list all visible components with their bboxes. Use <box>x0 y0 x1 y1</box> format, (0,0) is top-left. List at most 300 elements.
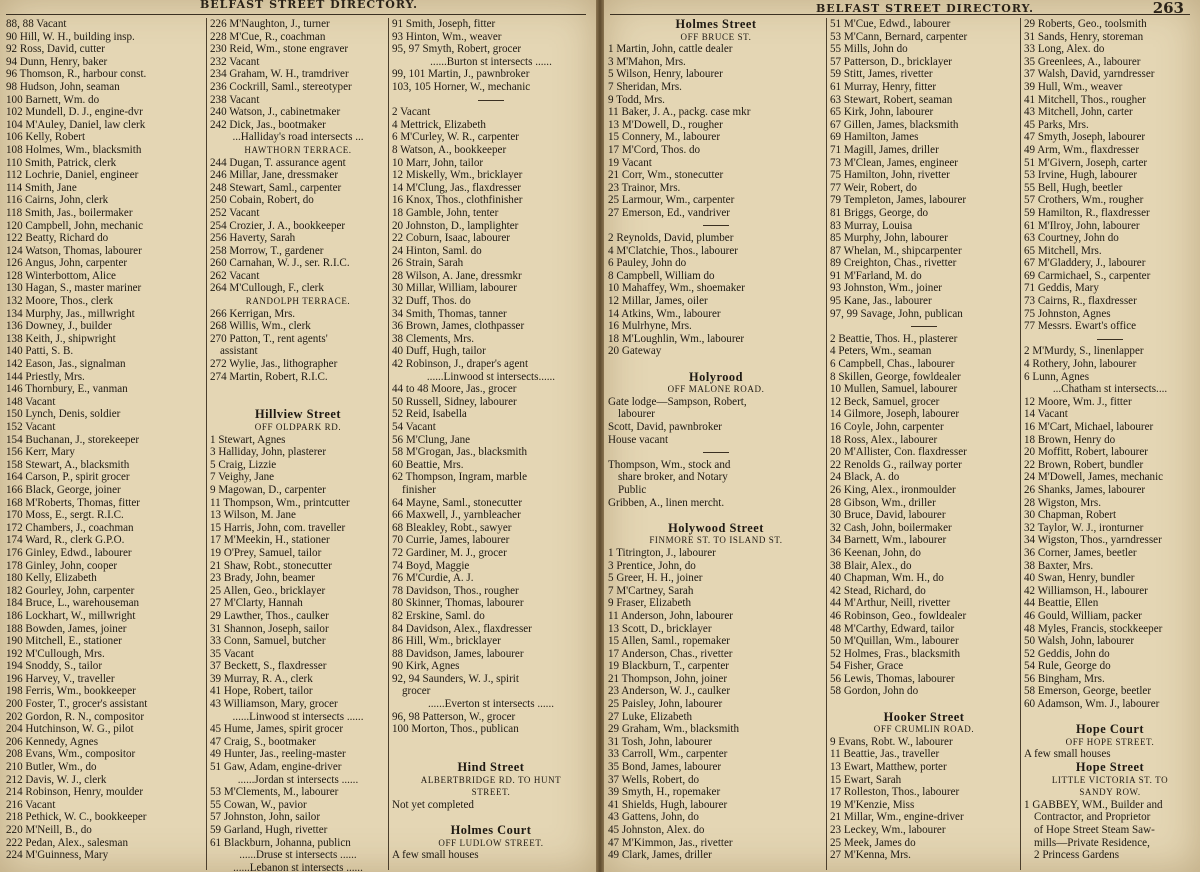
directory-entry: 176 Ginley, Edwd., labourer <box>6 546 132 559</box>
directory-entry: 97, 99 Savage, John, publican <box>830 307 963 320</box>
header-rule <box>6 14 586 15</box>
directory-entry: 2 Vacant <box>392 106 431 119</box>
directory-entry: 268 Willis, Wm., clerk <box>210 320 311 333</box>
directory-entry: 124 Watson, Thomas, labourer <box>6 244 142 257</box>
section-separator <box>608 220 824 233</box>
directory-entry: 22 Coburn, Isaac, labourer <box>392 232 510 245</box>
section-separator <box>608 446 824 459</box>
directory-entry: 152 Vacant <box>6 421 56 433</box>
directory-entry: 22 Brown, Robert, bundler <box>1024 458 1144 471</box>
directory-entry: 1 Martin, John, cattle dealer <box>608 43 733 56</box>
directory-entry: 50 Walsh, John, labourer <box>1024 635 1135 648</box>
directory-entry: 31 Shannon, Joseph, sailor <box>210 622 329 635</box>
directory-entry: 18 Gamble, John, tenter <box>392 206 499 219</box>
directory-entry: 108 Holmes, Wm., blacksmith <box>6 143 142 156</box>
directory-entry: 61 Blackburn, Johanna, publicn <box>210 836 351 849</box>
directory-entry: 256 Haverty, Sarah <box>210 232 296 245</box>
directory-entry: 6 M'Curley, W. R., carpenter <box>392 131 519 144</box>
directory-entry: 142 Eason, Jas., signalman <box>6 358 126 371</box>
directory-entry: 21 Thompson, John, joiner <box>608 672 728 685</box>
directory-entry: 12 Miskelly, Wm., bricklayer <box>392 169 523 182</box>
directory-entry: 56 M'Clung, Jane <box>392 433 471 446</box>
directory-entry: 104 M'Auley, Daniel, law clerk <box>6 118 146 131</box>
directory-entry: 21 Corr, Wm., stonecutter <box>608 169 724 182</box>
directory-entry: 32 Taylor, W. J., ironturner <box>1024 521 1144 534</box>
directory-entry: 1 Stewart, Agnes <box>210 433 286 446</box>
directory-entry: 116 Cairns, John, clerk <box>6 194 109 207</box>
directory-entry: 200 Foster, T., grocer's assistant <box>6 698 148 711</box>
column-3 <box>392 18 590 862</box>
directory-entry: 204 Hutchinson, W. G., pilot <box>6 723 134 736</box>
directory-entry: 232 Vacant <box>210 55 260 68</box>
running-head: BELFAST STREET DIRECTORY. <box>200 0 418 11</box>
directory-entry: 18 Ross, Alex., labourer <box>830 433 938 446</box>
street-subheading: OFF CRUMLIN ROAD. <box>873 724 975 735</box>
directory-entry: 29 Roberts, Geo., toolsmith <box>1024 18 1147 30</box>
directory-entry: 42 Robinson, J., draper's agent <box>392 358 529 371</box>
directory-entry: 262 Vacant <box>210 269 260 282</box>
directory-entry: Gribben, A., linen mercht. <box>608 496 725 509</box>
directory-entry <box>608 358 824 371</box>
street-subheading: OFF BRUCE ST. <box>680 31 752 42</box>
directory-entry: 260 Carnahan, W. J., ser. R.I.C. <box>210 257 350 270</box>
directory-entry: 103, 105 Horner, W., mechanic <box>392 80 531 93</box>
directory-entry: 25 Paisley, John, labourer <box>608 698 723 711</box>
directory-entry: 5 Wilson, Henry, labourer <box>608 68 723 81</box>
directory-entry: 33 Long, Alex. do <box>1024 43 1105 56</box>
directory-entry: 57 Johnston, John, sailor <box>210 811 321 824</box>
directory-entry: 15 Allen, Saml., ropemaker <box>608 635 731 648</box>
street-heading: Holmes Court <box>450 823 532 837</box>
directory-entry: 100 Barnett, Wm. do <box>6 93 100 106</box>
directory-entry: 188 Bowden, James, joiner <box>6 622 127 635</box>
directory-entry: 76 M'Curdie, A. J. <box>392 572 474 585</box>
directory-entry: 75 Hamilton, John, rivetter <box>830 169 950 182</box>
directory-entry: 34 Barnett, Wm., labourer <box>830 534 947 547</box>
directory-entry: 140 Patti, S. B. <box>6 345 74 358</box>
directory-entry: 192 M'Cullough, Mrs. <box>6 647 105 660</box>
directory-entry: 7 Veighy, Jane <box>210 471 275 484</box>
directory-entry: 57 Crothers, Wm., rougher <box>1024 194 1144 207</box>
directory-entry: 19 M'Kenzie, Miss <box>830 798 915 811</box>
directory-entry: 59 Hamilton, R., flaxdresser <box>1024 206 1150 219</box>
directory-entry: 68 Bleakley, Robt., sawyer <box>392 521 512 534</box>
directory-entry: 71 Magill, James, driller <box>830 143 939 156</box>
directory-entry: 91 Smith, Joseph, fitter <box>392 18 496 30</box>
directory-entry: 23 Brady, John, beamer <box>210 572 315 585</box>
directory-entry: 224 M'Guinness, Mary <box>6 849 109 862</box>
directory-entry: 73 Cairns, R., flaxdresser <box>1024 295 1137 308</box>
directory-entry: 43 Williamson, Mary, grocer <box>210 698 338 711</box>
directory-entry: 196 Harvey, V., traveller <box>6 672 115 685</box>
directory-entry: 9 Evans, Robt. W., labourer <box>830 735 953 748</box>
directory-entry: 56 Bingham, Mrs. <box>1024 672 1105 685</box>
directory-entry <box>608 509 824 522</box>
intersection-note: ......Everton st intersects ...... <box>427 698 554 711</box>
directory-entry: 144 Priestly, Mrs. <box>6 370 85 383</box>
directory-entry: 98 Hudson, John, seaman <box>6 80 120 93</box>
directory-entry: 264 M'Cullough, F., clerk <box>210 282 324 295</box>
directory-entry: 6 Campbell, Chas., labourer <box>830 358 955 371</box>
directory-entry: 48 M'Carthy, Edward, tailor <box>830 622 955 635</box>
directory-entry: 92 Ross, David, cutter <box>6 43 105 56</box>
directory-entry: 14 Gilmore, Joseph, labourer <box>830 408 960 421</box>
directory-entry: 28 Wilson, A. Jane, dressmkr <box>392 269 522 282</box>
directory-entry: 248 Stewart, Saml., carpenter <box>210 181 342 194</box>
directory-entry: 51 M'Cue, Edwd., labourer <box>830 18 951 30</box>
directory-entry: 27 M'Kenna, Mrs. <box>830 849 911 862</box>
directory-entry: 45 Parks, Mrs. <box>1024 118 1089 131</box>
directory-entry: 9 Todd, Mrs. <box>608 93 665 106</box>
street-heading: Holmes Street <box>675 18 757 31</box>
directory-entry: 218 Pethick, W. C., bookkeeper <box>6 811 147 824</box>
directory-entry: 236 Cockrill, Saml., stereotyper <box>210 80 352 93</box>
directory-entry: 65 Mitchell, Mrs. <box>1024 244 1102 257</box>
directory-entry: 90 Hill, W. H., building insp. <box>6 30 135 43</box>
directory-entry: 33 Conn, Samuel, butcher <box>210 635 326 648</box>
directory-entry: 18 Brown, Henry do <box>1024 433 1116 446</box>
directory-entry: 8 Campbell, William do <box>608 269 715 282</box>
directory-entry: 28 Gibson, Wm., driller <box>830 496 936 509</box>
directory-entry: 82 Erskine, Saml. do <box>392 609 485 622</box>
section-separator <box>392 94 590 107</box>
directory-entry: 17 Anderson, Chas., rivetter <box>608 647 733 660</box>
directory-entry: 23 Trainor, Mrs. <box>608 181 681 194</box>
directory-entry: 30 Bruce, David, labourer <box>830 509 946 522</box>
directory-entry: 67 M'Gladdery, J., labourer <box>1024 257 1146 270</box>
directory-entry: 13 Wilson, M. Jane <box>210 509 296 522</box>
directory-entry: 34 Wigston, Thos., yarndresser <box>1024 534 1162 547</box>
directory-entry: 14 M'Clung, Jas., flaxdresser <box>392 181 521 194</box>
directory-entry: 60 Adamson, Wm. J., labourer <box>1024 698 1160 711</box>
directory-entry: 40 Swan, Henry, bundler <box>1024 572 1135 585</box>
directory-entry: 58 M'Grogan, Jas., blacksmith <box>392 446 528 459</box>
directory-entry: 36 Keenan, John, do <box>830 546 921 559</box>
directory-entry: 44 Beattie, Ellen <box>1024 597 1099 610</box>
directory-entry: 120 Campbell, John, mechanic <box>6 219 144 232</box>
directory-entry: 11 Anderson, John, labourer <box>608 609 733 622</box>
directory-entry: 75 Johnston, Agnes <box>1024 307 1111 320</box>
directory-entry: 95, 97 Smyth, Robert, grocer <box>392 43 522 56</box>
directory-entry: 198 Ferris, Wm., bookkeeper <box>6 685 136 698</box>
directory-entry: 222 Pedan, Alex., salesman <box>6 836 129 849</box>
directory-entry: 270 Patton, T., rent agents' <box>210 332 328 345</box>
directory-entry: 81 Briggs, George, do <box>830 206 929 219</box>
directory-entry: 35 Greenlees, A., labourer <box>1024 55 1141 68</box>
directory-entry: 122 Beatty, Richard do <box>6 232 109 245</box>
directory-entry: 30 Chapman, Robert <box>1024 509 1117 522</box>
directory-entry: 47 M'Kimmon, Jas., rivetter <box>608 836 733 849</box>
directory-entry: 186 Lockhart, W., millwright <box>6 609 136 622</box>
directory-entry: 17 Rolleston, Thos., labourer <box>830 786 960 799</box>
directory-entry: 61 Murray, Henry, fitter <box>830 80 937 93</box>
directory-entry: 94 Dunn, Henry, baker <box>6 55 108 68</box>
directory-entry: 19 O'Prey, Samuel, tailor <box>210 546 322 559</box>
directory-entry: 61 M'Ilroy, John, labourer <box>1024 219 1140 232</box>
directory-entry: 172 Chambers, J., coachman <box>6 521 134 534</box>
directory-entry: 22 Renolds G., railway porter <box>830 458 962 471</box>
directory-entry: 39 Hull, Wm., weaver <box>1024 80 1123 93</box>
directory-entry: 29 Lawther, Thos., caulker <box>210 609 329 622</box>
directory-entry: 96 Thomson, R., harbour const. <box>6 68 147 81</box>
street-heading: Holywood Street <box>668 520 764 535</box>
directory-entry: 87 Whelan, M., shipcarpenter <box>830 244 962 257</box>
directory-entry: 63 Courtney, John do <box>1024 232 1119 245</box>
directory-entry: 60 Beattie, Mrs. <box>392 458 464 471</box>
directory-entry: 49 Clark, James, driller <box>608 849 712 862</box>
directory-entry: 42 Stead, Richard, do <box>830 584 926 597</box>
directory-entry: 214 Robinson, Henry, moulder <box>6 786 144 799</box>
directory-entry: 20 M'Allister, Con. flaxdresser <box>830 446 967 459</box>
directory-entry: 216 Vacant <box>6 798 56 811</box>
directory-entry: 182 Gourley, John, carpenter <box>6 584 135 597</box>
directory-entry: 96, 98 Patterson, W., grocer <box>392 710 516 723</box>
directory-entry: 58 Emerson, George, beetler <box>1024 685 1152 698</box>
directory-entry: 39 Smyth, H., ropemaker <box>608 786 721 799</box>
directory-entry: 23 Leckey, Wm., labourer <box>830 824 946 836</box>
directory-entry: 74 Boyd, Maggie <box>392 559 470 572</box>
directory-entry: 228 M'Cue, R., coachman <box>210 30 326 43</box>
directory-entry: 8 Skillen, George, fowldealer <box>830 370 961 383</box>
directory-entry: 85 Murphy, John, labourer <box>830 232 948 245</box>
column-divider <box>206 18 207 870</box>
entry-continuation: Public <box>618 483 647 496</box>
directory-entry: 57 Patterson, D., bricklayer <box>830 55 952 68</box>
directory-entry: 102 Mundell, D. J., engine-dvr <box>6 106 143 119</box>
directory-entry: 11 Baker, J. A., packg. case mkr <box>608 106 751 119</box>
directory-entry: 59 Garland, Hugh, rivetter <box>210 824 328 836</box>
page-number: 263 <box>1152 0 1184 17</box>
directory-entry: 210 Butler, Wm., do <box>6 761 97 774</box>
directory-entry: 274 Martin, Robert, R.I.C. <box>210 370 328 383</box>
directory-entry: 106 Kelly, Robert <box>6 131 86 144</box>
street-subheading: RANDOLPH TERRACE. <box>245 296 351 307</box>
entry-continuation: share broker, and Notary <box>618 471 728 484</box>
directory-entry: 46 Gould, William, packer <box>1024 609 1142 622</box>
directory-entry: 38 Blair, Alex., do <box>830 559 912 572</box>
directory-entry: 4 Mettrick, Elizabeth <box>392 118 486 131</box>
street-subheading: OFF OLDPARK RD. <box>254 422 342 432</box>
entry-continuation: 2 Princess Gardens <box>1034 849 1120 862</box>
directory-entry: 27 M'Clarty, Hannah <box>210 597 303 610</box>
directory-entry: 71 Geddis, Mary <box>1024 282 1099 295</box>
directory-entry: 250 Cobain, Robert, do <box>210 194 314 207</box>
directory-entry: 178 Ginley, John, cooper <box>6 559 118 572</box>
directory-entry: 14 Atkins, Wm., labourer <box>608 307 721 320</box>
directory-entry: Gate lodge—Sampson, Robert, <box>608 395 747 408</box>
directory-entry: 170 Moss, E., sergt. R.I.C. <box>6 509 124 522</box>
directory-entry: 16 M'Cart, Michael, labourer <box>1024 421 1154 433</box>
intersection-note: ......Linwood st intersects ...... <box>232 710 364 723</box>
directory-entry: 35 Vacant <box>210 647 254 660</box>
directory-entry: 89 Creighton, Chas., rivetter <box>830 257 957 270</box>
street-subheading: STREET. <box>471 787 511 798</box>
street-heading: Hooker Street <box>883 709 965 724</box>
directory-entry: 30 Millar, William, labourer <box>392 282 517 295</box>
directory-entry: 5 Greer, H. H., joiner <box>608 572 703 585</box>
column-divider <box>826 18 827 870</box>
directory-entry: 208 Evans, Wm., compositor <box>6 748 136 761</box>
directory-entry: 174 Ward, R., clerk G.P.O. <box>6 534 125 547</box>
directory-entry: 148 Vacant <box>6 395 56 408</box>
directory-entry: 266 Kerrigan, Mrs. <box>210 307 296 320</box>
directory-entry: 212 Davis, W. J., clerk <box>6 773 107 786</box>
directory-entry: 4 Rothery, John, labourer <box>1024 358 1137 371</box>
directory-entry: 184 Bruce, L., warehouseman <box>6 597 140 610</box>
directory-entry: 114 Smith, Jane <box>6 181 77 194</box>
directory-entry: 78 Davidson, Thos., rougher <box>392 584 519 597</box>
directory-entry: 55 Cowan, W., pavior <box>210 798 307 811</box>
directory-entry: 16 Mulrhyne, Mrs. <box>608 320 692 333</box>
street-subheading: LITTLE VICTORIA ST. TO <box>1051 774 1169 785</box>
directory-entry: 52 Holmes, Fras., blacksmith <box>830 647 961 660</box>
directory-entry: 194 Snoddy, S., tailor <box>6 660 103 673</box>
directory-entry: 52 Geddis, John do <box>1024 647 1110 660</box>
street-subheading: OFF MALONE ROAD. <box>667 384 765 395</box>
directory-entry: 24 Black, A. do <box>830 471 900 484</box>
directory-entry: 39 Murray, R. A., clerk <box>210 672 313 685</box>
directory-entry: 130 Hagan, S., master mariner <box>6 282 142 295</box>
directory-entry: 252 Vacant <box>210 206 260 219</box>
directory-entry: 25 Allen, Geo., bricklayer <box>210 584 326 597</box>
directory-entry: 67 Gillen, James, blacksmith <box>830 118 959 131</box>
running-head: BELFAST STREET DIRECTORY. <box>816 2 1034 15</box>
directory-entry: 15 Ewart, Sarah <box>830 773 902 786</box>
directory-entry: 244 Dugan, T. assurance agent <box>210 156 346 169</box>
directory-entry: 51 Gaw, Adam, engine-driver <box>210 761 342 774</box>
directory-entry: 9 Fraser, Elizabeth <box>608 597 692 610</box>
directory-entry: 28 Wigston, Mrs. <box>1024 496 1102 509</box>
directory-entry: 32 Cash, John, boilermaker <box>830 521 952 534</box>
directory-entry: 86 Hill, Wm., bricklayer <box>392 635 501 648</box>
directory-entry: 136 Downey, J., builder <box>6 320 112 333</box>
street-subheading: HAWTHORN TERRACE. <box>244 144 352 155</box>
right-page <box>604 0 1200 872</box>
street-subheading: ALBERTBRIDGE RD. TO HUNT <box>420 774 562 785</box>
directory-entry: 88, 88 Vacant <box>6 18 67 30</box>
directory-entry: 46 Robinson, Geo., fowldealer <box>830 609 967 622</box>
column-divider <box>388 18 389 870</box>
intersection-note: ......Druse st intersects ...... <box>239 849 357 862</box>
directory-entry: 234 Graham, W. H., tramdriver <box>210 68 349 81</box>
directory-entry: 29 Graham, Wm., blacksmith <box>608 723 740 736</box>
directory-entry: 31 Tosh, John, labourer <box>608 735 713 748</box>
directory-entry: 3 Prentice, John, do <box>608 559 696 572</box>
directory-entry: 27 Emerson, Ed., vandriver <box>608 206 730 219</box>
directory-entry: 53 M'Clements, M., labourer <box>210 786 339 799</box>
directory-entry: House vacant <box>608 433 669 446</box>
directory-entry: 3 Halliday, John, plasterer <box>210 446 327 459</box>
directory-entry: 6 Lunn, Agnes <box>1024 370 1090 383</box>
directory-entry: 91 M'Farland, M. do <box>830 269 922 282</box>
directory-entry: 8 Watson, A., bookkeeper <box>392 143 507 156</box>
directory-entry: 37 Walsh, David, yarndresser <box>1024 68 1155 81</box>
column-1 <box>608 18 824 862</box>
directory-entry: 55 Mills, John do <box>830 43 908 56</box>
column-2 <box>210 18 386 872</box>
directory-entry <box>392 736 590 749</box>
directory-entry: 10 Mahaffey, Wm., shoemaker <box>608 282 745 295</box>
directory-entry: 12 Moore, Wm. J., fitter <box>1024 395 1132 408</box>
directory-entry: 16 Coyle, John, carpenter <box>830 421 944 433</box>
directory-entry: Not yet completed <box>392 798 474 811</box>
directory-entry: 49 Arm, Wm., flaxdresser <box>1024 143 1140 156</box>
directory-entry: 10 Mullen, Samuel, labourer <box>830 383 958 396</box>
intersection-note: ......Lebanon st intersects ...... <box>233 861 363 872</box>
directory-entry: 13 Ewart, Matthew, porter <box>830 761 947 774</box>
directory-entry: 12 Millar, James, oiler <box>608 295 708 308</box>
directory-entry: 112 Lochrie, Daniel, engineer <box>6 169 139 182</box>
directory-entry: 41 Shields, Hugh, labourer <box>608 798 728 811</box>
directory-entry: 242 Dick, Jas., bootmaker <box>210 118 326 131</box>
directory-entry: 2 Reynolds, David, plumber <box>608 232 734 245</box>
directory-entry: 19 Vacant <box>608 156 652 169</box>
directory-entry: 40 Duff, Hugh, tailor <box>392 345 486 358</box>
header-rule <box>610 14 1190 15</box>
directory-entry: 18 M'Loughlin, Wm., labourer <box>608 332 745 345</box>
directory-entry: 240 Watson, J., cabinetmaker <box>210 106 341 119</box>
directory-entry: 33 Carroll, Wm., carpenter <box>608 748 728 761</box>
intersection-note: ......Jordan st intersects ...... <box>237 773 359 786</box>
directory-entry: 24 Hinton, Saml. do <box>392 244 482 257</box>
directory-entry: 43 Gattens, John, do <box>608 811 699 824</box>
directory-entry: 32 Duff, Thos. do <box>392 295 471 308</box>
directory-entry: 100 Morton, Thos., publican <box>392 723 519 736</box>
directory-entry <box>830 698 1018 711</box>
entry-continuation: of Hope Street Steam Saw- <box>1034 824 1155 836</box>
directory-entry: 180 Kelly, Elizabeth <box>6 572 97 585</box>
street-subheading: SANDY ROW. <box>1079 787 1141 798</box>
directory-entry: 26 King, Alex., ironmoulder <box>830 483 956 496</box>
book-gutter <box>596 0 604 872</box>
column-divider <box>1020 18 1021 870</box>
directory-entry: 51 M'Givern, Joseph, carter <box>1024 156 1148 169</box>
directory-entry: 35 Bond, James, labourer <box>608 761 722 774</box>
directory-entry: 154 Buchanan, J., storekeeper <box>6 433 140 446</box>
directory-entry: 190 Mitchell, E., stationer <box>6 635 122 648</box>
entry-continuation: labourer <box>618 408 655 421</box>
directory-entry: 21 Millar, Wm., engine-driver <box>830 811 964 824</box>
directory-entry: 25 Meek, James do <box>830 836 916 849</box>
directory-entry: 156 Kerr, Mary <box>6 446 75 459</box>
directory-entry: 168 M'Roberts, Thomas, fitter <box>6 496 140 509</box>
directory-entry: 166 Black, George, joiner <box>6 483 121 496</box>
directory-entry: 11 Beattie, Jas., traveller <box>830 748 940 761</box>
directory-entry: 272 Wylie, Jas., lithographer <box>210 358 338 371</box>
directory-entry: 150 Lynch, Denis, soldier <box>6 408 121 421</box>
directory-entry: 44 M'Arthur, Neill, rivetter <box>830 597 951 610</box>
street-heading: Hillview Street <box>254 407 342 422</box>
street-heading: Holyrood <box>688 369 744 384</box>
intersection-note: ...Chatham st intersects.... <box>1052 383 1168 396</box>
directory-entry: 9 Magowan, D., carpenter <box>210 483 326 496</box>
directory-entry: 84 Davidson, Alex., flaxdresser <box>392 622 532 635</box>
directory-entry: 126 Angus, John, carpenter <box>6 257 128 270</box>
directory-entry: 17 M'Meekin, H., stationer <box>210 534 330 547</box>
entry-continuation: assistant <box>220 345 258 358</box>
directory-entry: 258 Morrow, T., gardener <box>210 244 324 257</box>
directory-entry: 146 Thornbury, E., vanman <box>6 383 128 396</box>
directory-entry: 69 Carmichael, S., carpenter <box>1024 269 1151 282</box>
directory-entry: 17 M'Cord, Thos. do <box>608 143 701 156</box>
street-subheading: OFF LUDLOW STREET. <box>438 837 544 848</box>
directory-entry: 48 Myles, Francis, stockkeeper <box>1024 622 1163 635</box>
directory-entry: 77 Weir, Robert, do <box>830 181 917 194</box>
directory-entry: 12 Beck, Samuel, grocer <box>830 395 940 408</box>
street-subheading: OFF HOPE STREET. <box>1065 736 1155 747</box>
directory-entry <box>210 383 386 396</box>
directory-entry: 80 Skinner, Thomas, labourer <box>392 597 524 610</box>
